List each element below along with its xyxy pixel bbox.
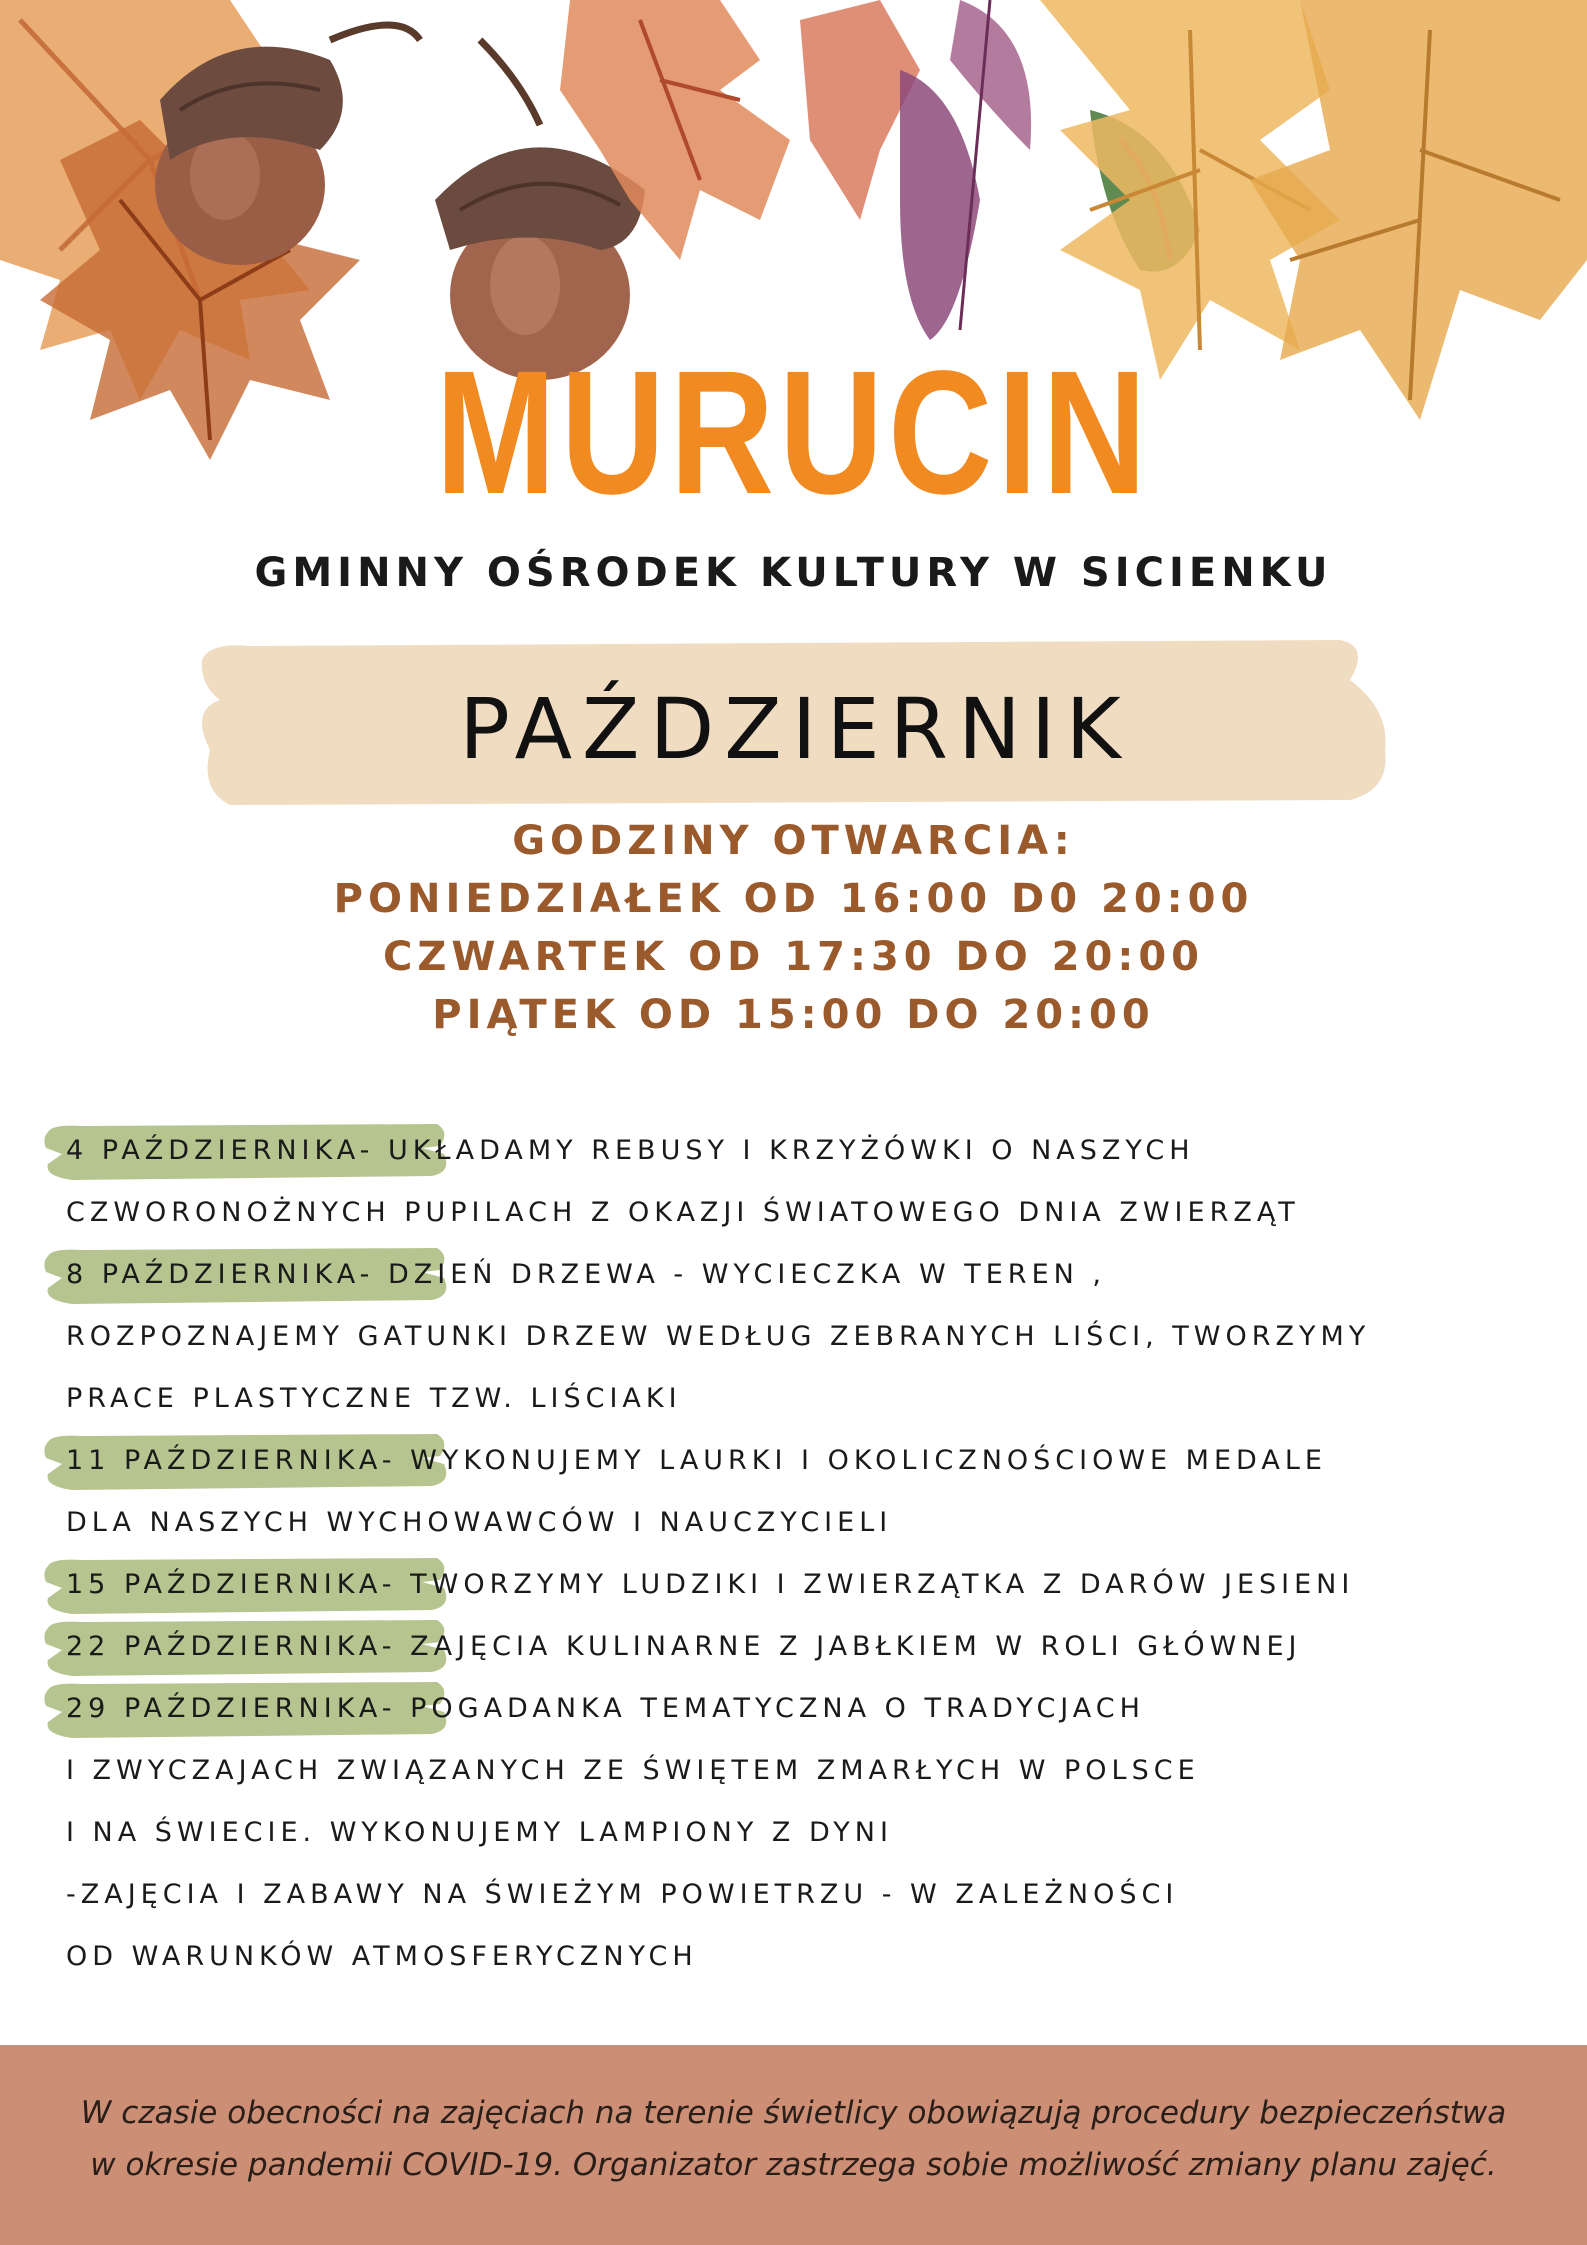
schedule-date-label: 15 PAŹDZIERNIKA- [66, 1569, 397, 1600]
schedule-date-label: 11 PAŹDZIERNIKA- [66, 1445, 397, 1476]
schedule-description: DZIEŃ DRZEWA - WYCIECZKA W TEREN , [374, 1259, 1106, 1290]
schedule-date [66, 1430, 397, 1492]
schedule-line [66, 1120, 1536, 1182]
purple-leaf-icon [900, 0, 1031, 340]
schedule-description: OD WARUNKÓW ATMOSFERYCZNYCH [66, 1941, 698, 1972]
month-heading: PAŹDZIERNIK [459, 680, 1131, 778]
opening-hours-heading: GODZINY OTWARCIA: [512, 818, 1075, 864]
schedule-description: POGADANKA TEMATYCZNA O TRADYCJACH [396, 1693, 1145, 1724]
schedule-date [66, 1616, 397, 1678]
schedule-description: TWORZYMY LUDZIKI I ZWIERZĄTKA Z DARÓW JESIENI [396, 1569, 1355, 1600]
schedule-date [66, 1244, 374, 1306]
schedule-line [66, 1368, 1536, 1430]
schedule-date-label: 29 PAŹDZIERNIKA- [66, 1693, 397, 1724]
schedule-description: CZWORONOŻNYCH PUPILACH Z OKAZJI ŚWIATOWEGO DNIA ZWIERZĄT [66, 1197, 1300, 1228]
schedule-date-label: 8 PAŹDZIERNIKA- [66, 1259, 375, 1290]
schedule-list [66, 1120, 1536, 1988]
organization-name: GMINNY OŚRODEK KULTURY W SICIENKU [254, 550, 1333, 596]
opening-hours-line: PONIEDZIAŁEK OD 16:00 D0 20:00 [333, 876, 1254, 922]
opening-hours [0, 812, 1587, 1044]
schedule-description: ZAJĘCIA KULINARNE Z JABŁKIEM W ROLI GŁÓWNEJ [396, 1631, 1302, 1662]
schedule-line [66, 1864, 1536, 1926]
schedule-line [66, 1244, 1536, 1306]
schedule-date-label: 22 PAŹDZIERNIKA- [66, 1631, 397, 1662]
opening-hours-line: PIĄTEK OD 15:00 DO 20:00 [432, 992, 1155, 1038]
schedule-description: -ZAJĘCIA I ZABAWY NA ŚWIEŻYM POWIETRZU - W ZALEŻNOŚCI [66, 1879, 1179, 1910]
schedule-line [66, 1678, 1536, 1740]
schedule-line [66, 1554, 1536, 1616]
schedule-line [66, 1740, 1536, 1802]
schedule-description: I NA ŚWIECIE. WYKONUJEMY LAMPIONY Z DYNI [66, 1817, 893, 1848]
schedule-line [66, 1926, 1536, 1988]
footer-line: w okresie pandemii COVID-19. Organizator zastrzega sobie możliwość zmiany planu zajęć. [90, 2147, 1497, 2183]
schedule-date [66, 1554, 397, 1616]
schedule-line [66, 1430, 1536, 1492]
schedule-date [66, 1678, 397, 1740]
schedule-line [66, 1306, 1536, 1368]
schedule-line [66, 1802, 1536, 1864]
schedule-description: WYKONUJEMY LAURKI I OKOLICZNOŚCIOWE MEDALE [396, 1445, 1327, 1476]
schedule-description: DLA NASZYCH WYCHOWAWCÓW I NAUCZYCIELI [66, 1507, 893, 1538]
schedule-date-label: 4 PAŹDZIERNIKA- [66, 1135, 375, 1166]
schedule-line [66, 1492, 1536, 1554]
footer-notice [0, 2045, 1587, 2245]
page-title: MURUCIN [435, 335, 1152, 531]
schedule-line [66, 1182, 1536, 1244]
schedule-line [66, 1616, 1536, 1678]
schedule-description: UKŁADAMY REBUSY I KRZYŻÓWKI O NASZYCH [374, 1135, 1195, 1166]
schedule-description: I ZWYCZAJACH ZWIĄZANYCH ZE ŚWIĘTEM ZMARŁYCH W POLSCE [66, 1755, 1200, 1786]
month-banner [190, 640, 1400, 810]
footer-line: W czasie obecności na zajęciach na terenie świetlicy obowiązują procedury bezpieczeństwa [80, 2095, 1507, 2131]
opening-hours-line: CZWARTEK OD 17:30 DO 20:00 [382, 934, 1204, 980]
schedule-description: ROZPOZNAJEMY GATUNKI DRZEW WEDŁUG ZEBRANYCH LIŚCI, TWORZYMY [66, 1321, 1371, 1352]
schedule-date [66, 1120, 374, 1182]
schedule-description: PRACE PLASTYCZNE TZW. LIŚCIAKI [66, 1383, 682, 1414]
